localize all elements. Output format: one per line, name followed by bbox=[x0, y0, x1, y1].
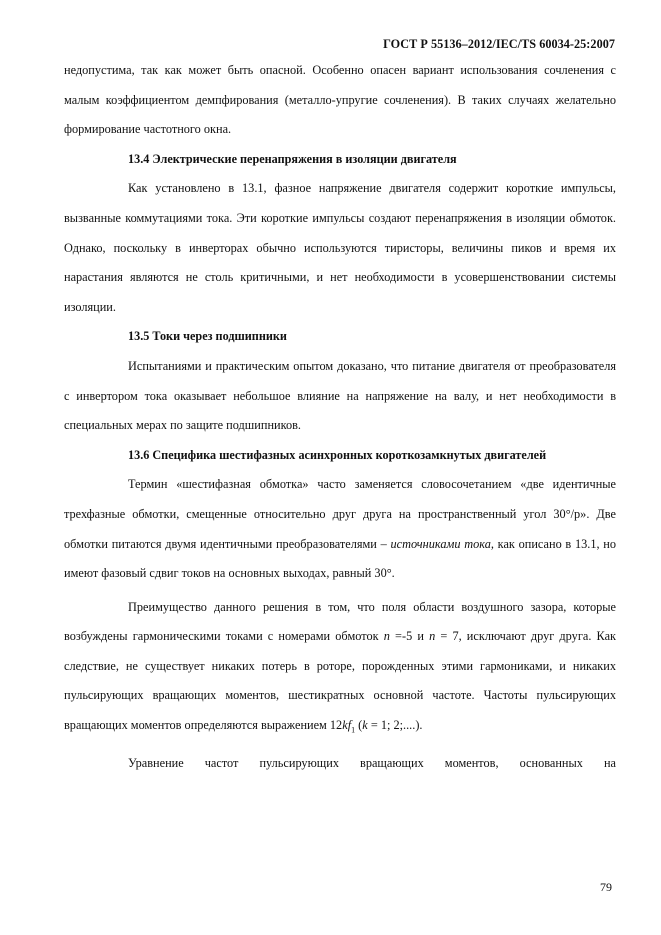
section-13-4-title: 13.4 Электрические перенапряжения в изоляции двигателя bbox=[128, 151, 457, 166]
section-13-5-text: Испытаниями и практическим опытом доказано, что питание двигателя от преобразователя с инвертором тока оказывает небольшое влияние на напряжение на валу, и нет необходимости в специальных мерах по защите подшипников. bbox=[64, 358, 616, 433]
section-13-6-paragraph-1: Термин «шестифазная обмотка» часто заменяется словосочетанием «две идентичные трехфазные обмотки, смещенные относительно друг друга на пространственный угол 30°/p». Две обмотки питаются двумя идентичными преобразователями – источниками тока, как описано в 13.1, но имеют фазовый сдвиг токов на основных выходах, равный 30°. bbox=[64, 477, 617, 581]
section-13-5-title: 13.5 Токи через подшипники bbox=[128, 329, 287, 344]
document-body bbox=[64, 56, 616, 779]
intro-paragraph: недопустима, так как может быть опасной. Особенно опасен вариант использования сочленения с малым коэффициентом демпфирования (металло-упругие сочленения). В таких случаях желательно формирование частотного окна. bbox=[64, 63, 616, 137]
section-13-6-paragraph-2: Преимущество данного решения в том, что поля области воздушного зазора, которые возбуждены гармоническими токами с номерами обмоток n =-5 и n = 7, исключают друг друга. Как следствие, не существует никаких потерь в роторе, порожденных этими гармониками, и никаких пульсирующих вращающих моментов, шестикратных основной частоте. Частоты пульсирующих вращающих моментов определяются выражением $12kf_1$ (k = 1; 2;....). bbox=[64, 599, 616, 735]
page-number: 79 bbox=[600, 880, 612, 894]
section-13-4-text: Как установлено в 13.1, фазное напряжение двигателя содержит короткие импульсы, вызванные коммутациями тока. Эти короткие импульсы создают перенапряжения в изоляции обмоток. Однако, поскольку в инверторах обычно используются тиристоры, величины пиков и время их нарастания являются не столь критичными, и нет необходимости в усовершенствовании системы изоляции. bbox=[64, 181, 616, 314]
document-header: ГОСТ Р 55136–2012/IEC/TS 60034-25:2007 bbox=[383, 37, 615, 51]
section-13-6-title: 13.6 Специфика шестифазных асинхронных короткозамкнутых двигателей bbox=[128, 447, 547, 462]
section-13-6-paragraph-3: Уравнение частот пульсирующих вращающих моментов, основанных на bbox=[128, 756, 616, 771]
